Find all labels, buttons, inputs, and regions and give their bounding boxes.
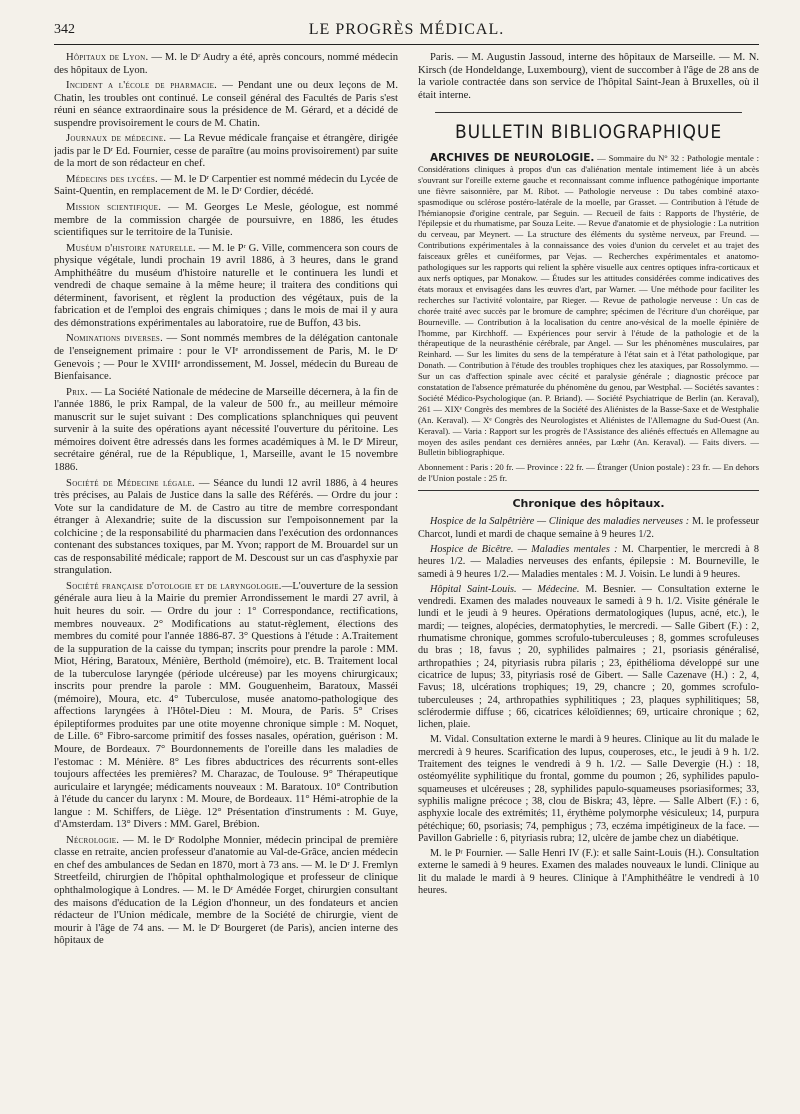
- chronique-text: M. Besnier. — Consultation externe le vendredi. Examen des malades nouveaux le samedi à 9 h. 1/2. Visite générale le lundi et le jeudi à 9 heures. Opérations dermatologiques (lupus, acné, etc.), le mardi; — teignes, alopécies, dermatophyties, le mercredi. — Salle Gibert (F.) : 2, rhumatisme chronique, gommes scrofulo-tuberculeuses ; 8, gommes scrofuleuses du bras ; 18, favus ; 20, syphilides palmaires ; 21, psoriasis généralisé, arthropathies ; 24, pityriasis rubra pilaris ; 23, épithélioma développé sur une cicatrice de lupus; 33, pityriasis rosé de Gibert. — Salle Cazenave (H.) : 2, 4, Favus; 18, ulcérations trophiques; 19, 29, chancre ; 20, gommes scrofulo-tuberculeuses ; 24, arthropathies syphilitiques ; 23, plaques syphilitiques; 58, sclérodermie diffuse ; 66, cicatrices kéloïdiennes; 69, urticaire chronique ; 62, lichen, plaie.: [418, 583, 759, 731]
- news-item: [54, 835, 398, 948]
- news-item-heading: Société française d'otologie et de laryngologie.: [66, 580, 282, 592]
- chronique-entry: [418, 848, 759, 897]
- left-column: [54, 52, 398, 1104]
- subscription-line: Abonnement : Paris : 20 fr. — Province : 22 fr. — Étranger (Union postale) : 23 fr. — En dehors de l'Union postale : 25 fr.: [418, 462, 759, 484]
- chronique-entry: [418, 734, 759, 845]
- page-number: 342: [54, 22, 75, 37]
- news-item: [54, 80, 398, 130]
- chronique-hospital: Hospice de la Salpêtrière — Clinique des maladies nerveuses :: [430, 516, 690, 528]
- news-item-heading: Prix.: [66, 386, 89, 398]
- news-item-text: — La Société Nationale de médecine de Marseille décernera, à la fin de l'année 1886, le prix Rampal, de la valeur de 500 fr., au meilleur mémoire manuscrit sur le sujet suivant : Des complications splanchniques qui peuvent survenir à la suite des opérations ayant nécessité l'ouverture du péritoine. Les mémoires doivent être adressés dans les formes académiques à M. le Dʳ Mireur, secrétaire général, rue de la République, 1, Marseille, avant le 15 novembre 1886.: [54, 386, 398, 473]
- news-item-text: — M. le Dʳ Rodolphe Monnier, médecin principal de première classe en retraite, ancien professeur d'anatomie au Val-de-Grâce, ancien médecin en chef des ambulances de Sedan en 1870, mort à 73 ans. — M. le Dʳ J. Fremlyn Streetfeild, chirurgien de l'hôpital ophthalmologique et professeur de clinique ophthalmologique à Londres. — M. le Dʳ Amédée Forget, chirurgien consultant des maisons d'éducation de la Légion d'honneur, un des fondateurs et ancien rédacteur de l'Union médicale, membre de la Société de chirurgie, vient de mourir à l'âge de 74 ans. — M. le Dʳ Bourgeret (de Paris), ancien interne des hôpitaux de: [54, 834, 398, 947]
- news-item: [54, 202, 398, 240]
- news-item-heading: Muséum d'histoire naturelle.: [66, 242, 196, 254]
- news-item-text: —L'ouverture de la session générale aura lieu à la Mairie du premier Arrondissement le mardi 27 avril, à huit heures du soir. — Ordre du jour : 1° Correspondance, rectifications, membres nouveaux. 2° Modifications au statut-règlement, élections des membres du comité pour l'année 1886-87. 3° Questions à l'étude : A.Traitement de la suppuration de la caisse du tympan; inscrits pour prendre la parole : MM. Miot, Héring, Baratoux, Ménière, Berthold (mémoire), etc. B. Traitement local de la tuberculose laryngée (période ulcéreuse) par les moyens chirurgicaux; inscrits pour prendre la parole : MM. Gouguenheim, Baratoux, Masséi (mémoire), Moura, etc. 4° Tuberculose, musée anatomo-pathologique des affections laryngées à l'Hôtel-Dieu : M. Moura, de Paris. 5° Crises épileptiformes produites par une otite moyenne chronique simple : M. Noquet, de Lille. 6° Fibro-sarcome primitif des fosses nasales, opération, guérison : M. Moure, de Bordeaux. 7° Bourdonnements de l'oreille dans les maladies de l'estomac : M. Ménière. 8° Les fibres abductrices des récurrents sont-elles toujours affectées les premières? M. Charazac, de Toulouse. 9° Thérapeutique auriculaire et laryngée; médicaments nouveaux : M. Baratoux. 10° Contribution à l'étude du cancer du larynx : M. Moure, de Bordeaux. 11° Hémi-atrophie de la langue : M. Schiffers, de Liège. 12° Présentation d'instruments : M. Guye, d'Amsterdam. 13° Divers : MM. Garel, Brébion.: [54, 580, 398, 831]
- chronique-text: M. le Pʳ Fournier. — Salle Henri IV (F.): et salle Saint-Louis (H.). Consultation externe le samedi à 9 heures. Examen des malades nouveaux le lundi. Clinique au lit du malade le mardi à 9 heures. Clinique à l'Amphithéâtre le vendredi à 10 heures.: [418, 848, 759, 896]
- archives-heading: ARCHIVES DE NEUROLOGIE.: [430, 152, 595, 164]
- chronique-title: Chronique des hôpitaux.: [512, 497, 665, 511]
- news-item-text: — Séance du lundi 12 avril 1886, à 4 heures très précises, au Palais de Justice dans la salle des Référés. — Ordre du jour : Vote sur la candidature de M. de Castro au titre de membre correspondant étranger à Alexandrie; suite de la discussion sur l'empoisonnement par la colchicine ; de la responsabilité du pharmacien dans l'exécution des ordonnances contenant des substances toxiques, par M. Yvon; rapport de M. Brouardel sur un cas de responsabilité médicale; rapport de M. Descoust sur un cas d'asphyxie par strangulation.: [54, 477, 398, 577]
- news-item-text: — M. le Pʳ G. Ville, commencera son cours de physique végétale, lundi prochain 19 avril 1886, à 3 heures, dans le grand Amphithéâtre du muséum d'histoire naturelle et le continuera les lundi et vendredi de chaque semaine à la même heure; il traitera des conditions qui déterminent, favorisent, et règlent la production des végétaux, puis de la fabrication et de l'emploi des engrais chimiques ; dans le mois de mai il y aura des démonstrations expérimentales au laboratoire, rue de Buffon, 43 bis.: [54, 242, 398, 329]
- running-head: [54, 18, 759, 45]
- archives-entry: [418, 153, 759, 458]
- news-item: [54, 52, 398, 77]
- news-item-heading: Médecins des lycées.: [66, 173, 158, 185]
- chronique-hospital: Hospice de Bicêtre. — Maladies mentales :: [430, 543, 618, 555]
- news-item-heading: Incident a l'école de pharmacie.: [66, 80, 218, 92]
- news-item-text: — Pendant une ou deux leçons de M. Chatin, les troubles ont continué. Le conseil général des Facultés de Paris s'est réuni en séance extraordinaire sous la présidence de M. Gérard, et a décidé de suspendre provisoirement le cours de M. Chatin.: [54, 80, 398, 129]
- news-item-text: — M. le Dʳ Audry a été, après concours, nommé médecin des hôpitaux de Lyon.: [54, 52, 398, 76]
- divider: [418, 490, 759, 491]
- news-item: [54, 174, 398, 199]
- chronique-list: [418, 516, 759, 897]
- columns: [54, 52, 759, 1104]
- news-item-text: — M. le Dʳ Carpentier est nommé médecin du Lycée de Saint-Quentin, en remplacement de M. le Dʳ Cordier, décédé.: [54, 173, 398, 198]
- chronique-text: M. le professeur Charcot, lundi et mardi de chaque semaine à 9 heures 1/2.: [418, 516, 759, 540]
- news-item: [54, 243, 398, 331]
- newspaper-page: [54, 18, 759, 1104]
- news-item-text: — La Revue médicale française et étrangère, dirigée jadis par le Dʳ Ed. Fournier, cesse de paraître (au moins provisoirement) par suite de la mort de son rédacteur en chef.: [54, 133, 398, 170]
- news-item-text: — M. Georges Le Mesle, géologue, est nommé membre de la commission chargée de poursuivre, en 1886, les études scientifiques sur le territoire de la Tunisie.: [54, 202, 398, 239]
- news-item-heading: Nécrologie.: [66, 834, 120, 846]
- journal-title: LE PROGRÈS MÉDICAL.: [308, 21, 505, 38]
- chronique-entry: [418, 544, 759, 581]
- chronique-text: M. Vidal. Consultation externe le mardi à 9 heures. Clinique au lit du malade le mercredi à 9 heures. Scarification des lupus, couperoses, etc., le jeudi à 9 h. 1/2. Traitement des teignes le vendredi à 9 h. 1/2. — Salle Devergie (H.) : 18, ostéomyélite syphilitique du frontal, gomme du poumon ; 26, syphilides papulo-squameuses et ulcéreuses ; 28, syphilides papulo-squameuses psoriasiformes; 33, syphilis maligne précoce ; 38, clou de Biskra; 43, lèpre. — Salle Albert (F.) : 6, asphyxie locale des extrémités; 11, érythème polymorphe vésiculeux; 14, purpura pétéchique; 60, psoriasis; 74, pemphigus ; 73, eczéma impétigineux de la face. — Pavillon Gabrielle : 6, pityriasis rubra; 12, ulcère de jambe chez un diabétique.: [418, 734, 759, 844]
- news-item-heading: Nominations diverses.: [66, 333, 164, 345]
- news-item-text: — Sont nommés membres de la délégation cantonale de l'enseignement primaire : pour le VIᵉ arrondissement de Paris, M. le Dʳ Genevois ; — Pour le XVIIIᵉ arrondissement, M. Jossel, médecin du Bureau de Bienfaisance.: [54, 333, 398, 383]
- right-column: [418, 52, 759, 1104]
- news-item-heading: Journaux de médecine.: [66, 133, 167, 145]
- chronique-hospital: Hôpital Saint-Louis. — Médecine.: [430, 583, 580, 595]
- chronique-text: M. Charpentier, le mercredi à 8 heures 1/2. — Maladies nerveuses des enfants, épilepsie : M. Bourneville, le samedi à 9 heures 1/2.— Maladies mentales : M. J. Voisin. Le lundi à 9 heures.: [418, 543, 759, 580]
- news-item: [54, 581, 398, 832]
- news-item-heading: Mission scientifique.: [66, 202, 162, 214]
- news-item: [54, 387, 398, 475]
- chronique-entry: [418, 584, 759, 732]
- news-item-heading: Société de Médecine légale.: [66, 477, 195, 489]
- continued-paragraph: Paris. — M. Augustin Jassoud, interne des hôpitaux de Marseille. — M. N. Kirsch (de Hondeldange, Luxembourg), vient de succomber à l'âge de 28 ans de la variole contractée dans son service de l'hôpital Saint-Jean à Bruxelles, où il était interne.: [418, 52, 759, 101]
- chronique-entry: [418, 516, 759, 541]
- news-item: [54, 478, 398, 578]
- bulletin-title: BULLETIN BIBLIOGRAPHIQUE: [435, 112, 742, 143]
- archives-text: — Sommaire du N° 32 : Pathologie mentale : Considérations cliniques à propos d'un cas d'aliénation mentale intimement liée à un abcès s'ouvrant sur l'oreille externe gauche et reconnaissant comme influence pathogénique importante une fièvre saisonnière, par M. Ribot. — Pathologie nerveuse : Du tabes combiné ataxo-spasmodique ou sclérose postéro-latérale de la moelle, par Grasset. — Contribution à l'étude de l'hémianopsie d'origine centrale, par Seguin. — Recueil de faits : Rapports de l'hystérie, de l'épilepsie et du rhumatisme, par Souza Leite. — Revue d'anatomie et de physiologie : La nutrition du cerveau, par Meynert. — La structure des éléments du système nerveux, par Freund. — Contributions expérimentales à la connaissance des voies d'union du cervelet et au trajet des faisceaux grêles et cunéiformes, par Vejas. — Recherches expérimentales et anatomo-pathologiques sur les rapports qui relient la sphère visuelle aux centres optiques infra-corticaux et aux nerfs optiques, par Monakow. — Études sur les attitudes considérées comme indicatives des états moraux et envisagées dans les œuvres d'art, par Warner. — Une méthode pour faciliter les recherches sur l'activité volontaire, par Rieger. — Revue de pathologie nerveuse : Un cas de chorée traité avec succès par le bromure de camphre; spécimen de l'écriture d'un choréique, par Bourneville. — Contribution à la localisation du centre ano-vésical de la moelle épinière de l'homme, par Kirchhoff. — Expériences pour servir à l'étude de la pathologie et de la thérapeutique de la neurasthénie cérébrale, par Angel. — Sur les phénomènes musculaires, par Reinhard. — Sur les limites du sens de la température à l'état sain et à l'état pathologique, par Donath. — Contribution à l'étude des troubles trophiques chez les ataxiques, par Rossolymmo. — Sur un cas d'affection spinale avec cécité et paralysie générale ; diagnostic précoce par constatation de l'absence prématurée du phénomène du genou, par Westphal. — Sociétés savantes : Société Médico-Psychologique (an. P. Briand). — Société Psychiatrique de Berlin (an. Keraval), 261 — XIXᵉ Congrès des membres de la Société des Aliénistes de la Basse-Saxe et de Westphalie (An. Keraval). — Xᵉ Congrès des Neurologistes et Aliénistes de l'Allemagne du Sud-Ouest (An. Keraval). — Variа : Rapport sur les progrès de l'Assistance des aliénés effectués en Allemagne au moyen des asiles pendant ces dernières années, par Lœhr (An. Keraval). — Faits divers. — Bulletin bibliographique.: [418, 153, 759, 458]
- news-item: [54, 133, 398, 171]
- news-item: [54, 333, 398, 383]
- news-item-heading: Hôpitaux de Lyon.: [66, 52, 149, 63]
